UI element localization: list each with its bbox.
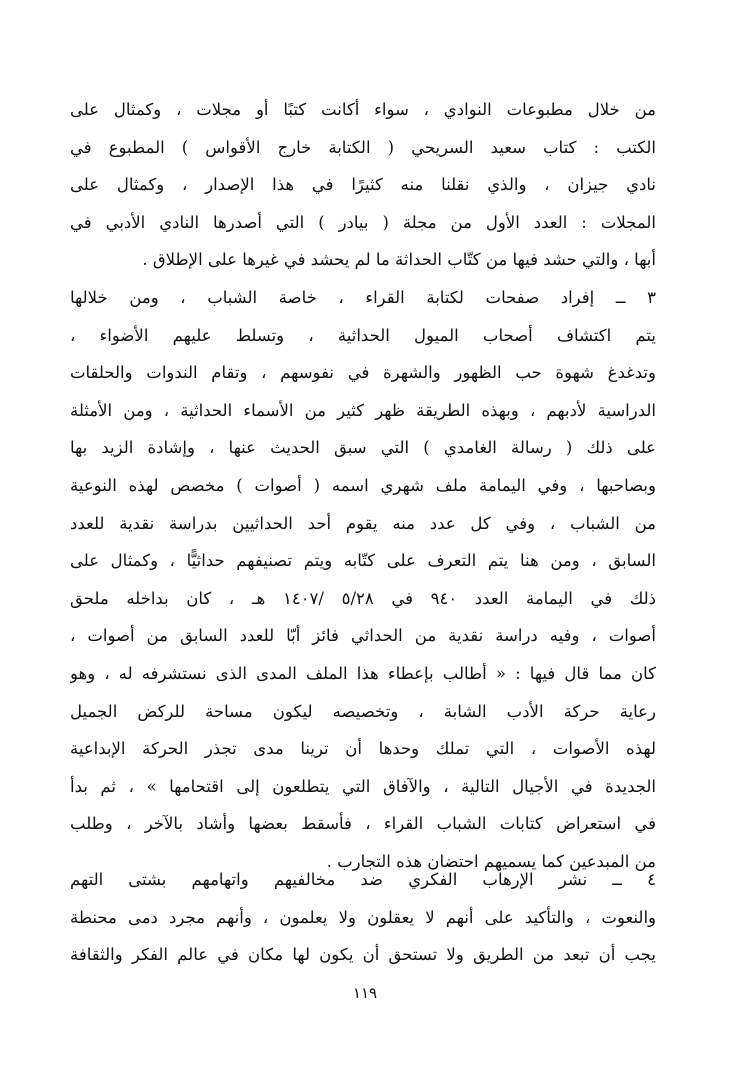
text-line: ٤ ــ نشر الإرهاب الفكري ضد مخالفيهم واتهامهم بشتى التهم	[70, 870, 656, 889]
text-line: الجديدة في الأجيال التالية ، والآفاق التي يتطلعون إلى اقتحامها » ، ثم بدأ	[70, 776, 656, 796]
text-line: المجلات : العدد الأول من مجلة ( بيادر ) التي أصدرها النادي الأدبي في	[70, 212, 656, 232]
paragraph-item-3	[70, 279, 656, 881]
text-line: من المبدعين كما يسميهم احتضان هذه التجارب .	[326, 851, 656, 871]
page-number: ١١٩	[352, 984, 378, 1002]
text-line: أبها ، والتي حشد فيها من كتّاب الحداثة ما لم يحشد في غيرها على الإطلاق .	[142, 250, 656, 270]
text-line: على ذلك ( رسالة الغامدي ) التي سبق الحديث عنها ، وإشادة الزيد بها	[70, 438, 656, 458]
text-line: رعاية حركة الأدب الشابة ، وتخصيصه ليكون مساحة للركض الجميل	[70, 701, 656, 721]
text-line: والنعوت ، والتأكيد على أنهم لا يعقلون ولا يعلمون ، وأنهم مجرد دمى محنطة	[70, 907, 656, 927]
text-line: كان مما قال فيها : « أطالب بإعطاء هذا الملف المدى الذى نستشرفه له ، وهو	[70, 663, 656, 683]
text-line: من الشباب ، وفي كل عدد منه يقوم أحد الحداثيين بدراسة نقدية للعدد	[70, 513, 656, 533]
text-line: في استعراض كتابات الشباب القراء ، فأسقط بعضها وأشاد بالآخر ، وطلب	[70, 814, 656, 834]
text-line: وتدغدغ شهوة حب الظهور والشهرة في نفوسهم ، وتقام الندوات والحلقات	[70, 363, 656, 383]
paragraph-continuation	[70, 91, 656, 279]
text-line: ٣ ــ إفراد صفحات لكتابة القراء ، خاصة الشباب ، ومن خلالها	[70, 288, 656, 307]
text-line: أصوات ، وفيه دراسة نقدية من الحداثي فائز أبّا للعدد السابق من أصوات ،	[70, 626, 656, 646]
text-line: الدراسية لأدبهم ، وبهذه الطريقة ظهر كثير من الأسماء الحداثية ، ومن الأمثلة	[70, 400, 656, 420]
text-line: السابق ، ومن هنا يتم التعرف على كتّابه ويتم تصنيفهم حداثيًّا ، وكمثال على	[70, 551, 656, 571]
text-line: ذلك في اليمامة العدد ٩٤٠ في ٥/٢٨ /١٤٠٧ هـ ، كان بداخله ملحق	[70, 588, 656, 608]
text-line: من خلال مطبوعات النوادي ، سواء أكانت كتبًا أو مجلات ، وكمثال على	[70, 100, 656, 119]
text-line: يتم اكتشاف أصحاب الميول الحداثية ، وتسلط عليهم الأضواء ،	[70, 325, 656, 345]
text-line: نادي جيزان ، والذي نقلنا منه كثيرًا في هذا الإصدار ، وكمثال على	[70, 175, 656, 195]
text-line: وبصاحبها ، وفي اليمامة ملف شهري اسمه ( أصوات ) مخصص لهذه النوعية	[70, 475, 656, 495]
text-line: لهذه الأصوات ، التي تملك وحدها أن ترينا مدى تجذر الحركة الإبداعية	[70, 739, 656, 759]
text-line: يجب أن تبعد من الطريق ولا تستحق أن يكون لها مكان في عالم الفكر والثقافة	[70, 945, 656, 965]
paragraph-item-4	[70, 861, 656, 974]
text-line: الكتب : كتاب سعيد السريحي ( الكتابة خارج الأقواس ) المطبوع في	[70, 137, 656, 157]
